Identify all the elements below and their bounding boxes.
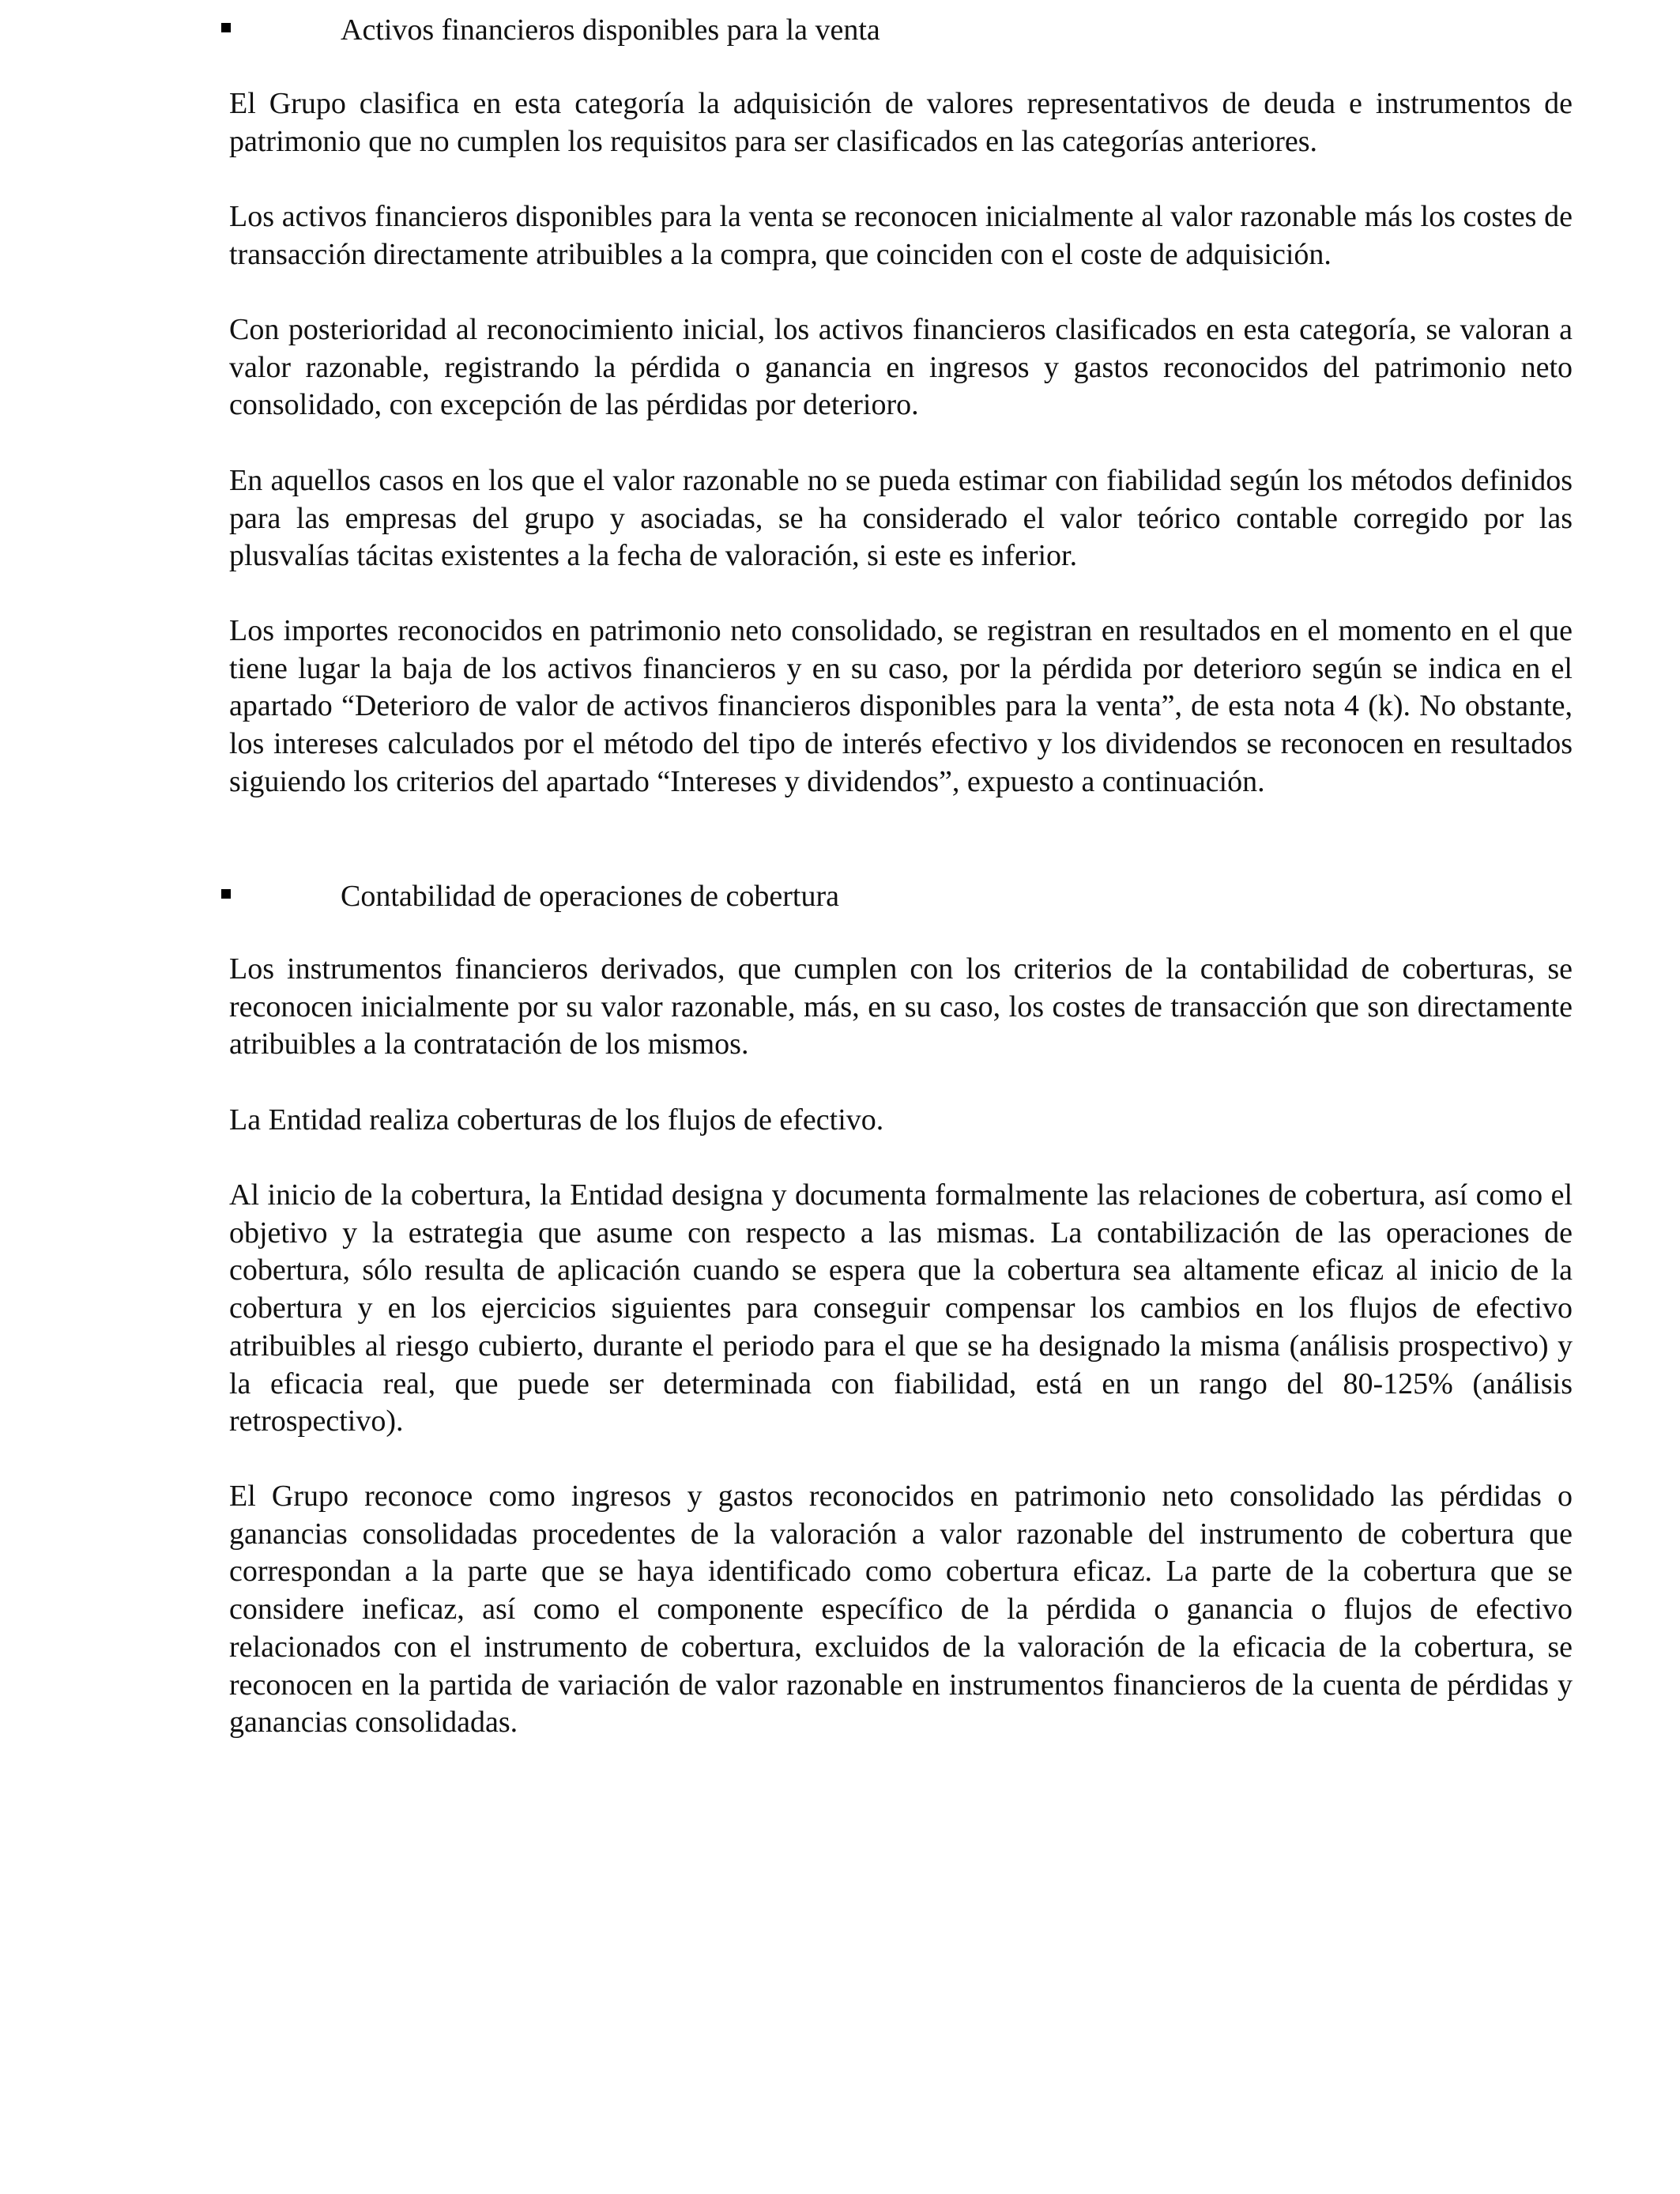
paragraph: La Entidad realiza coberturas de los flujos de efectivo.	[229, 1103, 884, 1137]
square-bullet-icon	[221, 23, 231, 32]
paragraph: Los instrumentos financieros derivados, que cumplen con los criterios de la contabilidad de coberturas, se reconocen inicialmente por su valor razonable, más, en su caso, los costes de transacción que son directamente atribuibles a la contratación de los mismos.	[229, 952, 1573, 1061]
paragraph: Con posterioridad al reconocimiento inicial, los activos financieros clasificados en esta categoría, se valoran a valor razonable, registrando la pérdida o ganancia en ingresos y gastos reconocidos del patrimonio neto consolidado, con excepción de las pérdidas por deterioro.	[229, 313, 1573, 422]
paragraph: En aquellos casos en los que el valor razonable no se pueda estimar con fiabilidad según los métodos definidos para las empresas del grupo y asociadas, se ha considerado el valor teórico contable corregido por las plusvalías tácitas existentes a la fecha de valoración, si este es inferior.	[229, 464, 1573, 573]
heading-text: Contabilidad de operaciones de cobertura	[341, 880, 839, 913]
paragraph: Los importes reconocidos en patrimonio neto consolidado, se registran en resultados en el momento en el que tiene lugar la baja de los activos financieros y en su caso, por la pérdida por deterioro según se indica en el apartado “Deterioro de valor de activos financieros disponibles para la venta”, de esta nota 4 (k). No obstante, los intereses calculados por el método del tipo de interés efectivo y los dividendos se reconocen en resultados siguiendo los criterios del apartado “Intereses y dividendos”, expuesto a continuación.	[229, 614, 1573, 798]
paragraph: El Grupo clasifica en esta categoría la adquisición de valores representativos de deuda e instrumentos de patrimonio que no cumplen los requisitos para ser clasificados en las categorías anteriores.	[229, 87, 1573, 158]
paragraph: El Grupo reconoce como ingresos y gastos reconocidos en patrimonio neto consolidado las pérdidas o ganancias consolidadas procedentes de la valoración a valor razonable del instrumento de cobertura que correspondan a la parte que se haya identificado como cobertura eficaz. La parte de la cobertura que se considere ineficaz, así como el componente específico de la pérdida o ganancia o flujos de efectivo relacionados con el instrumento de cobertura, excluidos de la valoración de la eficacia de la cobertura, se reconocen en la partida de variación de valor razonable en instrumentos financieros de la cuenta de pérdidas y ganancias consolidadas.	[229, 1480, 1573, 1740]
paragraph: Al inicio de la cobertura, la Entidad designa y documenta formalmente las relaciones de cobertura, así como el objetivo y la estrategia que asume con respecto a las mismas. La contabilización de las operaciones de cobertura, sólo resulta de aplicación cuando se espera que la cobertura sea altamente eficaz al inicio de la cobertura y en los ejercicios siguientes para conseguir compensar los cambios en los flujos de efectivo atribuibles al riesgo cubierto, durante el periodo para el que se ha designado la misma (análisis prospectivo) y la eficacia real, que puede ser determinada con fiabilidad, está en un rango del 80-125% (análisis retrospectivo).	[229, 1178, 1573, 1438]
heading-text: Activos financieros disponibles para la venta	[341, 13, 880, 47]
square-bullet-icon	[221, 889, 231, 899]
paragraph: Los activos financieros disponibles para la venta se reconocen inicialmente al valor razonable más los costes de transacción directamente atribuibles a la compra, que coinciden con el coste de adquisición.	[229, 200, 1573, 271]
